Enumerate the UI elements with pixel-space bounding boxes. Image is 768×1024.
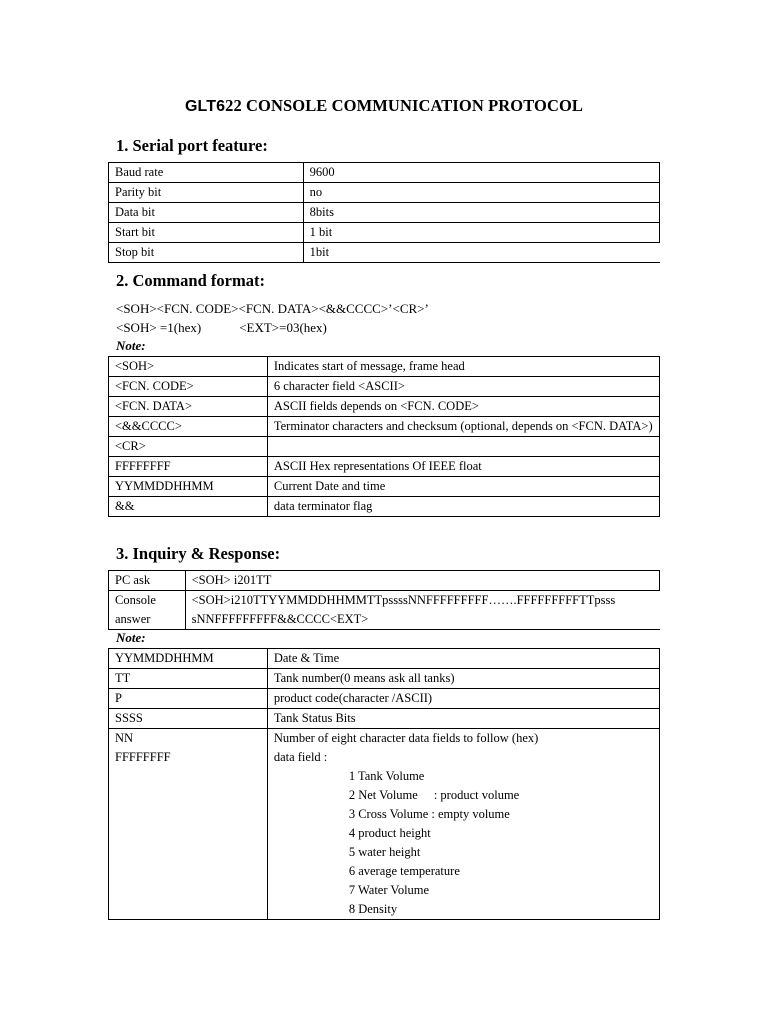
table-cell: ASCII Hex representations Of IEEE float [267,457,659,477]
hex-codes-line [116,320,327,336]
table-cell: Stop bit [109,243,304,263]
console-value-1: <SOH>i210TTYYMMDDHHMMTTpssssNNFFFFFFFFF…….FFFFFFFFFTTpsss [191,593,616,607]
table-cell: Date & Time [267,649,659,669]
nn-description: Number of eight character data fields to follow (hex) [273,731,539,745]
section-3-heading: 3. Inquiry & Response: [116,544,281,563]
table-row [109,223,660,243]
table-cell: <FCN. DATA> [109,397,268,417]
note-label: Note: [116,338,146,353]
fields-note-table [108,648,660,920]
data-field-item: 7 Water Volume [348,883,430,897]
serial-port-table [108,162,660,263]
table-row [109,417,660,437]
table-cell: <CR> [109,437,268,457]
command-format-line: <SOH><FCN. CODE><FCN. DATA><&&CCCC>’<CR>’ [116,301,429,316]
table-cell: 1 bit [303,223,659,243]
table-row [109,571,660,591]
table-row [109,649,660,669]
data-field-item-extra: : product volume [433,788,520,802]
table-cell: product code(character /ASCII) [267,689,659,709]
table-row [109,437,660,457]
table-cell: no [303,183,659,203]
table-row [109,397,660,417]
console-label-1: Console [115,593,156,607]
table-row [109,729,660,920]
data-field-item: 1 Tank Volume [348,769,425,783]
table-row [109,457,660,477]
table-cell: Baud rate [109,163,304,183]
table-row [109,203,660,223]
console-label-2: answer [115,612,151,626]
table-cell: <SOH> i201TT [185,571,659,591]
table-cell: YYMMDDHHMM [109,649,268,669]
table-row [109,243,660,263]
data-field-item: 4 product height [348,826,431,840]
data-field-item: 3 Cross Volume : empty volume [348,807,510,821]
table-cell: <&&CCCC> [109,417,268,437]
note-label: Note: [116,630,146,645]
table-cell: Data bit [109,203,304,223]
table-cell: Current Date and time [267,477,659,497]
table-cell: Terminator characters and checksum (optional, depends on <FCN. DATA>) [267,417,659,437]
table-row [109,377,660,397]
console-value-2: sNNFFFFFFFFF&&CCCC<EXT> [191,612,369,626]
table-cell: data terminator flag [267,497,659,517]
table-cell: P [109,689,268,709]
title-prefix: GLT6 [184,98,226,115]
data-field-label: data field : [273,750,328,764]
table-row [109,689,660,709]
table-cell: Tank Status Bits [267,709,659,729]
inquiry-response-table [108,570,660,630]
table-row [109,591,660,630]
table-cell: && [109,497,268,517]
data-field-item-name: 2 Net Volume [348,788,418,802]
table-row [109,497,660,517]
table-cell: Tank number(0 means ask all tanks) [267,669,659,689]
table-cell: 6 character field <ASCII> [267,377,659,397]
table-cell: YYMMDDHHMM [109,477,268,497]
table-cell [109,729,268,920]
table-row [109,183,660,203]
data-field-item: 5 water height [348,845,421,859]
table-row [109,477,660,497]
table-cell: SSSS [109,709,268,729]
table-cell: <FCN. CODE> [109,377,268,397]
section-1-heading: 1. Serial port feature: [116,136,268,155]
table-cell: 1bit [303,243,659,263]
data-field-item [274,786,653,805]
table-cell: Indicates start of message, frame head [267,357,659,377]
table-cell [185,591,659,630]
table-cell: 9600 [303,163,659,183]
table-row [109,357,660,377]
table-cell: ASCII fields depends on <FCN. CODE> [267,397,659,417]
table-row [109,163,660,183]
data-field-item: 8 Density [348,902,398,916]
table-cell [109,591,186,630]
table-cell: TT [109,669,268,689]
table-cell: FFFFFFFF [109,457,268,477]
table-cell: <SOH> [109,357,268,377]
data-field-item: 6 average temperature [348,864,460,878]
nn-label: NN [115,731,134,745]
soh-hex: <SOH> =1(hex) [116,320,202,335]
section-2-heading: 2. Command format: [116,271,265,290]
table-cell: Parity bit [109,183,304,203]
ext-hex: <EXT>=03(hex) [239,320,327,335]
table-cell: Start bit [109,223,304,243]
command-format-table [108,356,660,517]
table-cell: 8bits [303,203,659,223]
page-title [0,96,768,116]
table-cell: PC ask [109,571,186,591]
title-rest: 22 CONSOLE COMMUNICATION PROTOCOL [225,96,584,115]
table-cell [267,437,659,457]
table-row [109,709,660,729]
table-cell [267,729,659,920]
table-row [109,669,660,689]
ffffffff-label: FFFFFFFF [115,750,171,764]
